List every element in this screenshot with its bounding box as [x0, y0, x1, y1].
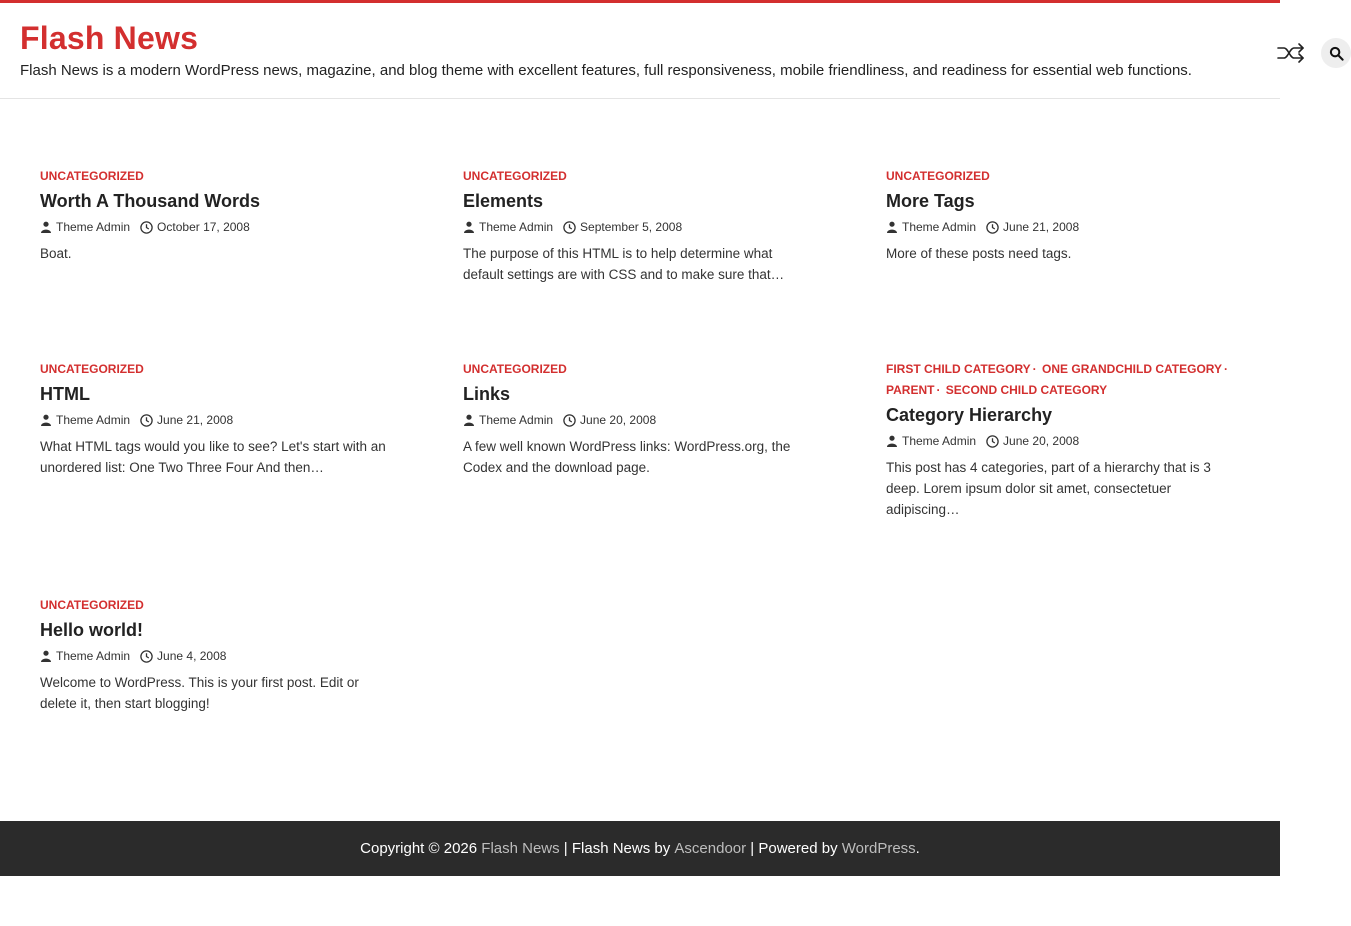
search-button[interactable] — [1321, 38, 1351, 68]
post-date[interactable]: June 4, 2008 — [157, 649, 227, 663]
user-icon — [463, 414, 475, 426]
post-title[interactable]: Hello world! — [40, 620, 143, 640]
footer-powered-text: | Powered by — [746, 840, 842, 857]
post-title[interactable]: More Tags — [886, 191, 975, 211]
post-date[interactable]: June 20, 2008 — [1003, 434, 1080, 448]
category-link[interactable]: UNCATEGORIZED — [886, 169, 990, 183]
site-header — [0, 3, 1280, 99]
post-card — [463, 166, 813, 285]
post-category-list — [40, 166, 390, 187]
category-link[interactable]: UNCATEGORIZED — [463, 362, 567, 376]
category-link[interactable]: UNCATEGORIZED — [40, 362, 144, 376]
clock-icon — [986, 221, 999, 234]
post-date[interactable]: June 20, 2008 — [580, 413, 657, 427]
post-excerpt: Welcome to WordPress. This is your first post. Edit or delete it, then start blogging! — [40, 675, 359, 711]
post-date[interactable]: June 21, 2008 — [1003, 220, 1080, 234]
post-category-list — [40, 595, 390, 616]
category-link[interactable]: UNCATEGORIZED — [40, 598, 144, 612]
post-title[interactable]: Category Hierarchy — [886, 405, 1053, 425]
category-link[interactable]: UNCATEGORIZED — [40, 169, 144, 183]
footer-copyright: Copyright © 2026 — [360, 840, 482, 857]
clock-icon — [140, 221, 153, 234]
category-link[interactable]: PARENT — [886, 383, 935, 397]
post-meta — [40, 413, 390, 427]
post-title[interactable]: Elements — [463, 191, 544, 211]
clock-icon — [986, 435, 999, 448]
clock-icon — [563, 221, 576, 234]
shuffle-icon[interactable] — [1276, 42, 1306, 64]
post-date[interactable]: September 5, 2008 — [580, 220, 683, 234]
site-title[interactable]: Flash News — [20, 20, 199, 56]
post-excerpt: The purpose of this HTML is to help determine what default settings are with CSS and to make sure that… — [463, 246, 785, 282]
clock-icon — [563, 414, 576, 427]
post-author[interactable]: Theme Admin — [479, 413, 554, 427]
site-description: Flash News is a modern WordPress news, magazine, and blog theme with excellent features, full responsiveness, mobile friendliness, and readiness for essential web functions. — [20, 62, 1192, 79]
post-author[interactable]: Theme Admin — [902, 220, 977, 234]
footer-end: . — [915, 840, 920, 857]
post-card — [40, 359, 390, 478]
footer-site-link[interactable]: Flash News — [481, 840, 560, 857]
search-icon — [1329, 46, 1344, 61]
post-meta — [886, 220, 1236, 234]
post-date[interactable]: June 21, 2008 — [157, 413, 234, 427]
post-author[interactable]: Theme Admin — [479, 220, 554, 234]
post-meta — [40, 220, 390, 234]
clock-icon — [140, 650, 153, 663]
post-card — [463, 359, 813, 478]
post-category-list — [463, 166, 813, 187]
post-meta — [886, 434, 1236, 448]
post-excerpt: Boat. — [40, 246, 72, 261]
post-author[interactable]: Theme Admin — [56, 649, 131, 663]
post-card — [886, 359, 1236, 520]
footer-wordpress-link[interactable]: WordPress — [841, 840, 916, 857]
post-category-list — [463, 359, 813, 380]
site-footer — [0, 821, 1280, 876]
post-excerpt: More of these posts need tags. — [886, 246, 1072, 261]
post-author[interactable]: Theme Admin — [902, 434, 977, 448]
user-icon — [463, 221, 475, 233]
post-card — [40, 595, 390, 714]
post-author[interactable]: Theme Admin — [56, 413, 131, 427]
user-icon — [886, 221, 898, 233]
post-excerpt: A few well known WordPress links: WordPress.org, the Codex and the download page. — [463, 439, 791, 475]
category-link[interactable]: ONE GRANDCHILD CATEGORY — [1042, 362, 1223, 376]
category-link[interactable]: FIRST CHILD CATEGORY — [886, 362, 1031, 376]
clock-icon — [140, 414, 153, 427]
post-card — [40, 166, 390, 264]
user-icon — [40, 221, 52, 233]
post-title[interactable]: HTML — [40, 384, 90, 404]
user-icon — [886, 435, 898, 447]
post-meta — [463, 413, 813, 427]
post-author[interactable]: Theme Admin — [56, 220, 131, 234]
post-category-list — [40, 359, 390, 380]
post-excerpt: What HTML tags would you like to see? Let's start with an unordered list: One Two Three Four And then… — [40, 439, 386, 475]
post-card — [886, 166, 1236, 264]
category-link[interactable]: SECOND CHILD CATEGORY — [945, 383, 1108, 397]
post-meta — [463, 220, 813, 234]
user-icon — [40, 650, 52, 662]
post-category-list — [886, 166, 1236, 187]
user-icon — [40, 414, 52, 426]
post-title[interactable]: Links — [463, 384, 511, 404]
post-date[interactable]: October 17, 2008 — [157, 220, 250, 234]
post-category-list: FIRST CHILD CATEGORY · ONE GRANDCHILD CATEGORY · PARENT · SECOND CHILD CATEGORY — [886, 362, 1229, 397]
footer-theme-text: | Flash News by — [559, 840, 675, 857]
post-title[interactable]: Worth A Thousand Words — [40, 191, 260, 211]
footer-author-link[interactable]: Ascendoor — [674, 840, 747, 857]
category-link[interactable]: UNCATEGORIZED — [463, 169, 567, 183]
post-excerpt: This post has 4 categories, part of a hierarchy that is 3 deep. Lorem ipsum dolor sit amet, consectetuer adipiscing… — [886, 460, 1211, 517]
post-meta — [40, 649, 390, 663]
